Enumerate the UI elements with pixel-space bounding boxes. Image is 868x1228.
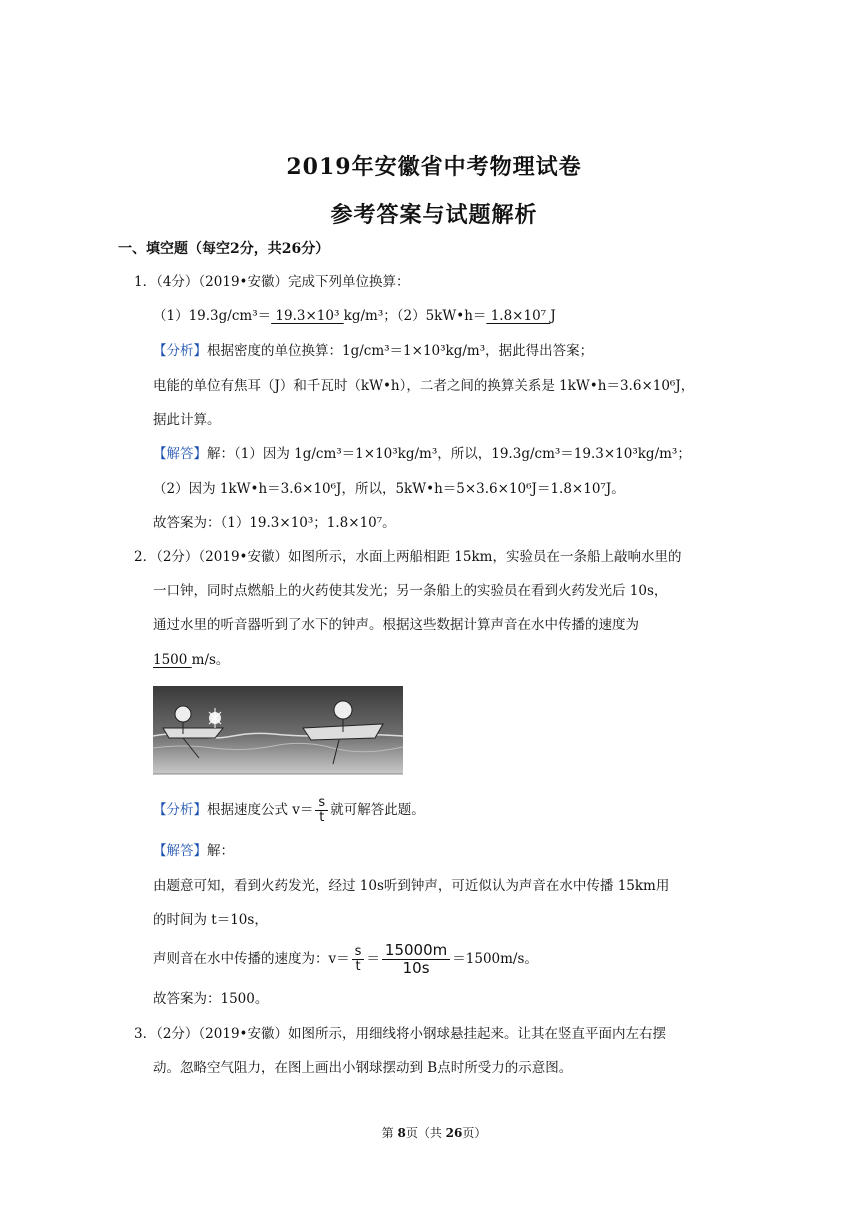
q1-solution <box>153 444 691 464</box>
page-title: 2019年安徽省中考物理试卷 <box>286 154 582 180</box>
q2-answer-line: 故答案为：1500。 <box>153 991 269 1007</box>
fraction-denominator: 10s <box>402 959 430 977</box>
fraction-numerator: s <box>315 796 328 811</box>
q1-part2-unit: J <box>550 308 556 324</box>
q1-analysis-text-3: 据此计算。 <box>153 412 221 428</box>
q2-solution-3-pre: 声则音在水中传播的速度为：v＝ <box>153 951 350 967</box>
boats-illustration <box>153 686 403 776</box>
fraction-denominator: t <box>319 810 325 825</box>
q2-answer: 1500 <box>153 652 192 668</box>
fraction-denominator: t <box>355 959 361 974</box>
q2-stem-3-text: 通过水里的听音器听到了水下的钟声。根据这些数据计算声音在水中传播的速度为 <box>153 617 639 633</box>
q2-stem-3 <box>153 615 639 635</box>
q3-stem-1: 3．（2分）（2019•安徽）如图所示，用细线将小钢球悬挂起来。让其在竖直平面内左右摆 <box>134 1026 666 1042</box>
q1-analysis <box>153 341 593 361</box>
q3-stem-2: 动。忽略空气阻力，在图上画出小钢球摆动到 B点时所受力的示意图。 <box>153 1060 573 1076</box>
q1-solution-text-2: （2）因为 1kW•h＝3.6×10⁶J，所以，5kW•h＝5×3.6×10⁶J＝1.8×10⁷J。 <box>153 481 625 497</box>
q2-stem-4 <box>153 650 229 670</box>
analysis-tag: 【分析】 <box>153 343 207 359</box>
footer-mid: 页（共 <box>405 1126 446 1140</box>
page-number: 8 <box>397 1126 406 1140</box>
boats-figure <box>153 686 403 776</box>
q1-analysis-text-2: 电能的单位有焦耳（J）和千瓦时（kW•h），二者之间的换算关系是 1kW•h＝3.6×10⁶J， <box>153 378 695 394</box>
q1-part1-mid: kg/m³；（2）5kW•h＝ <box>343 308 487 324</box>
solution-tag: 【解答】 <box>153 843 207 859</box>
q2-analysis <box>153 796 425 825</box>
fraction-numerator: 15000m <box>382 942 450 960</box>
q1-stem: 1．（4分）（2019•安徽）完成下列单位换算： <box>134 274 410 290</box>
page-footer <box>0 1124 868 1141</box>
q1-analysis-text-1: 根据密度的单位换算：1g/cm³＝1×10³kg/m³，据此得出答案； <box>207 343 594 359</box>
q2-solution-head: 解： <box>207 843 234 859</box>
q1-answer-1: 19.3×10³ <box>271 308 344 324</box>
formula-fraction <box>352 945 365 974</box>
solution-tag: 【解答】 <box>153 446 207 462</box>
q1-answer-2: 1.8×10⁷ <box>486 308 551 324</box>
q2-stem-1: 2．（2分）（2019•安徽）如图所示，水面上两船相距 15km，实验员在一条船上敲响水里的 <box>134 549 682 565</box>
footer-post: 页） <box>462 1126 487 1140</box>
value-fraction <box>382 942 450 977</box>
q1-answer-line: 故答案为：（1）19.3×10³；1.8×10⁷。 <box>153 515 396 531</box>
analysis-tag: 【分析】 <box>153 802 207 818</box>
q2-solution-3-post: ＝1500m/s。 <box>452 951 538 967</box>
page-subtitle: 参考答案与试题解析 <box>330 202 538 228</box>
q1-part1-prefix: （1）19.3g/cm³＝ <box>153 308 272 324</box>
q1-parts <box>153 306 556 326</box>
q2-solution <box>153 841 234 861</box>
total-pages: 26 <box>445 1126 463 1140</box>
section-heading: 一、填空题（每空2分，共26分） <box>118 241 330 257</box>
velocity-fraction <box>315 796 328 825</box>
footer-pre: 第 <box>381 1126 398 1140</box>
q1-solution-text-1: 解：（1）因为 1g/cm³＝1×10³kg/m³，所以，19.3g/cm³＝19.3×10³kg/m³； <box>207 446 691 462</box>
q2-solution-text-3: 声则音在水中传播的速度为：v＝ $\frac{s}{t}$ ＝ $\frac{15000m}{10s}$ ＝1500m/s。 <box>153 941 538 977</box>
q2-solution-text-1: 由题意可知，看到火药发光，经过 10s听到钟声，可近似认为声音在水中传播 15km用 <box>153 878 670 894</box>
q2-analysis-post: 就可解答此题。 <box>330 802 425 818</box>
q2-analysis-pre: 根据速度公式 v＝ <box>207 802 314 818</box>
q2-solution-text-2: 的时间为 t＝10s， <box>153 912 268 928</box>
fraction-numerator: s <box>352 945 365 960</box>
q2-answer-unit: m/s。 <box>191 652 230 668</box>
q2-stem-2: 一口钟，同时点燃船上的火药使其发光；另一条船上的实验员在看到火药发光后 10s， <box>153 583 668 599</box>
